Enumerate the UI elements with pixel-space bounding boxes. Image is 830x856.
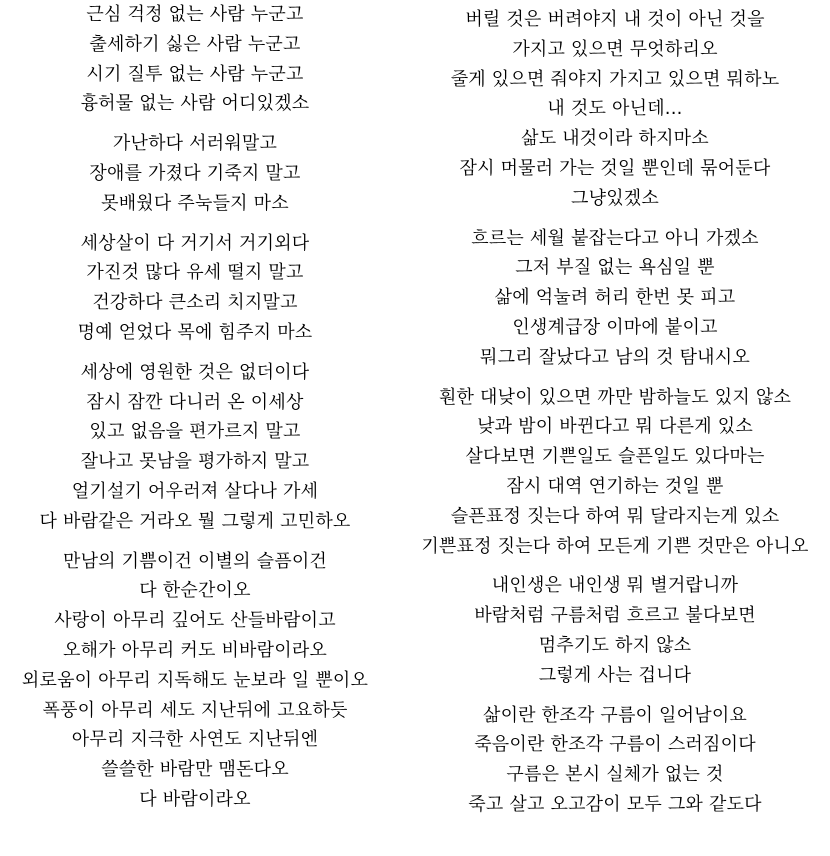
poem-line: 내 것도 아닌데... [547,98,683,120]
poem-line: 외로움이 아무리 지독해도 눈보라 일 뿐이오 [21,669,369,691]
poem-line: 내인생은 내인생 뭐 별거랍니까 [491,575,739,597]
poem-line: 시기 질투 없는 사람 누군고 [86,63,304,85]
poem-stanza [0,129,390,218]
stanza-gap [0,119,390,129]
poem-line: 삶이란 한조각 구름이 일어남이요 [483,704,747,726]
poem-line: 만남의 기쁨이건 이별의 슬픔이건 [63,550,327,572]
poem-line: 출세하기 싫은 사람 누군고 [89,33,301,55]
poem-line: 얼기설기 어우러져 살다나 가세 [71,480,319,502]
poem-line: 슬픈표정 짓는다 하여 뭐 달라지는게 있소 [450,505,780,527]
poem-line: 바람처럼 구름처럼 흐르고 불다보면 [474,605,756,627]
poem-line: 훤한 대낮이 있으면 까만 밤하늘도 있지 않소 [438,386,792,408]
poem-line: 삶도 내것이라 하지마소 [521,128,709,150]
poem-line: 살다보면 기쁜일도 슬픈일도 있다마는 [465,446,765,468]
poem-line: 잠시 대역 연기하는 것일 뿐 [506,475,724,497]
poem-line: 삶에 억눌려 허리 한번 못 피고 [494,287,736,309]
poem-line: 줄게 있으면 줘야지 가지고 있으면 뭐하노 [450,68,780,90]
poem-line: 흐르는 세월 붙잡는다고 아니 가겠소 [471,227,759,249]
poem-line: 세상에 영원한 것은 없더이다 [80,361,310,383]
poem-line: 죽음이란 한조각 구름이 스러짐이다 [474,734,756,756]
poem-line: 죽고 살고 오고감이 모두 그와 같도다 [468,793,762,815]
poem-line: 버릴 것은 버려야지 내 것이 아닌 것을 [465,9,765,30]
poem-line: 다 바람같은 거라오 뭘 그렇게 고민하오 [39,510,351,532]
poem-line: 가난하다 서러워말고 [112,133,278,155]
poem-line: 잠시 머물러 가는 것일 뿐인데 묶어둔다 [459,157,771,179]
poem-line: 기쁜표정 짓는다 하여 모든게 기쁜 것만은 아니오 [421,535,809,557]
poem-line: 멈추기도 하지 않소 [538,634,692,656]
poem-line: 가지고 있으면 무엇하리오 [512,38,718,60]
poem-line: 근심 걱정 없는 사람 누군고 [86,4,304,25]
poem-line: 아무리 지극한 사연도 지난뒤엔 [71,729,319,751]
poem-line: 장애를 가졌다 기죽지 말고 [89,162,301,184]
poem-line: 그렇게 사는 겁니다 [538,664,692,686]
poem-line: 구름은 본시 실체가 없는 것 [506,764,724,786]
stanza-gap [0,537,390,547]
poem-line: 잠시 잠깐 다니러 온 이세상 [86,391,304,413]
poem-line: 다 한순간이오 [139,580,251,602]
poem-stanza [0,547,390,815]
poem-line: 세상살이 다 거기서 거기외다 [80,232,310,254]
poem-line: 다 바람이라오 [139,788,251,810]
poem-stanza [400,224,830,373]
poem-line: 흉허물 없는 사람 어디있겠소 [80,93,310,115]
stanza-gap [0,219,390,229]
poem-stanza [400,571,830,690]
poem-line: 건강하다 큰소리 치지말고 [92,292,298,314]
poem-line: 못배웠다 주눅들지 마소 [101,192,289,214]
stanza-gap [400,561,830,571]
poem-line: 그냥있겠소 [571,187,659,209]
poem-stanza [400,5,830,214]
poem-line: 그저 부질 없는 욕심일 뿐 [515,257,715,279]
poem-left-column [0,0,390,815]
poem-line: 있고 없음을 편가르지 말고 [89,421,301,443]
poem-line: 인생계급장 이마에 붙이고 [512,316,718,338]
stanza-gap [400,373,830,383]
poem-line: 사랑이 아무리 깊어도 산들바람이고 [54,610,336,632]
poem-line: 쓸쓸한 바람만 맴돈다오 [101,759,289,781]
poem-line: 명예 얻었다 목에 힘주지 마소 [77,321,313,343]
poem-line: 가진것 많다 유세 떨지 말고 [86,262,304,284]
stanza-gap [400,214,830,224]
poem-line: 오해가 아무리 커도 비바람이라오 [63,639,327,661]
poem-stanza [400,701,830,820]
poem-right-column [400,5,830,820]
stanza-gap [400,691,830,701]
poem-line: 폭풍이 아무리 세도 지난뒤에 고요하듯 [42,699,348,721]
poem-line: 잘나고 못남을 평가하지 말고 [80,451,310,473]
poem-stanza [0,0,390,119]
poem-line: 낮과 밤이 바뀐다고 뭐 다른게 있소 [477,416,753,438]
poem-stanza [0,358,390,537]
poem-stanza [400,383,830,562]
poem-line: 뭐그리 잘났다고 남의 것 탐내시오 [480,346,750,368]
stanza-gap [0,348,390,358]
poem-stanza [0,229,390,348]
